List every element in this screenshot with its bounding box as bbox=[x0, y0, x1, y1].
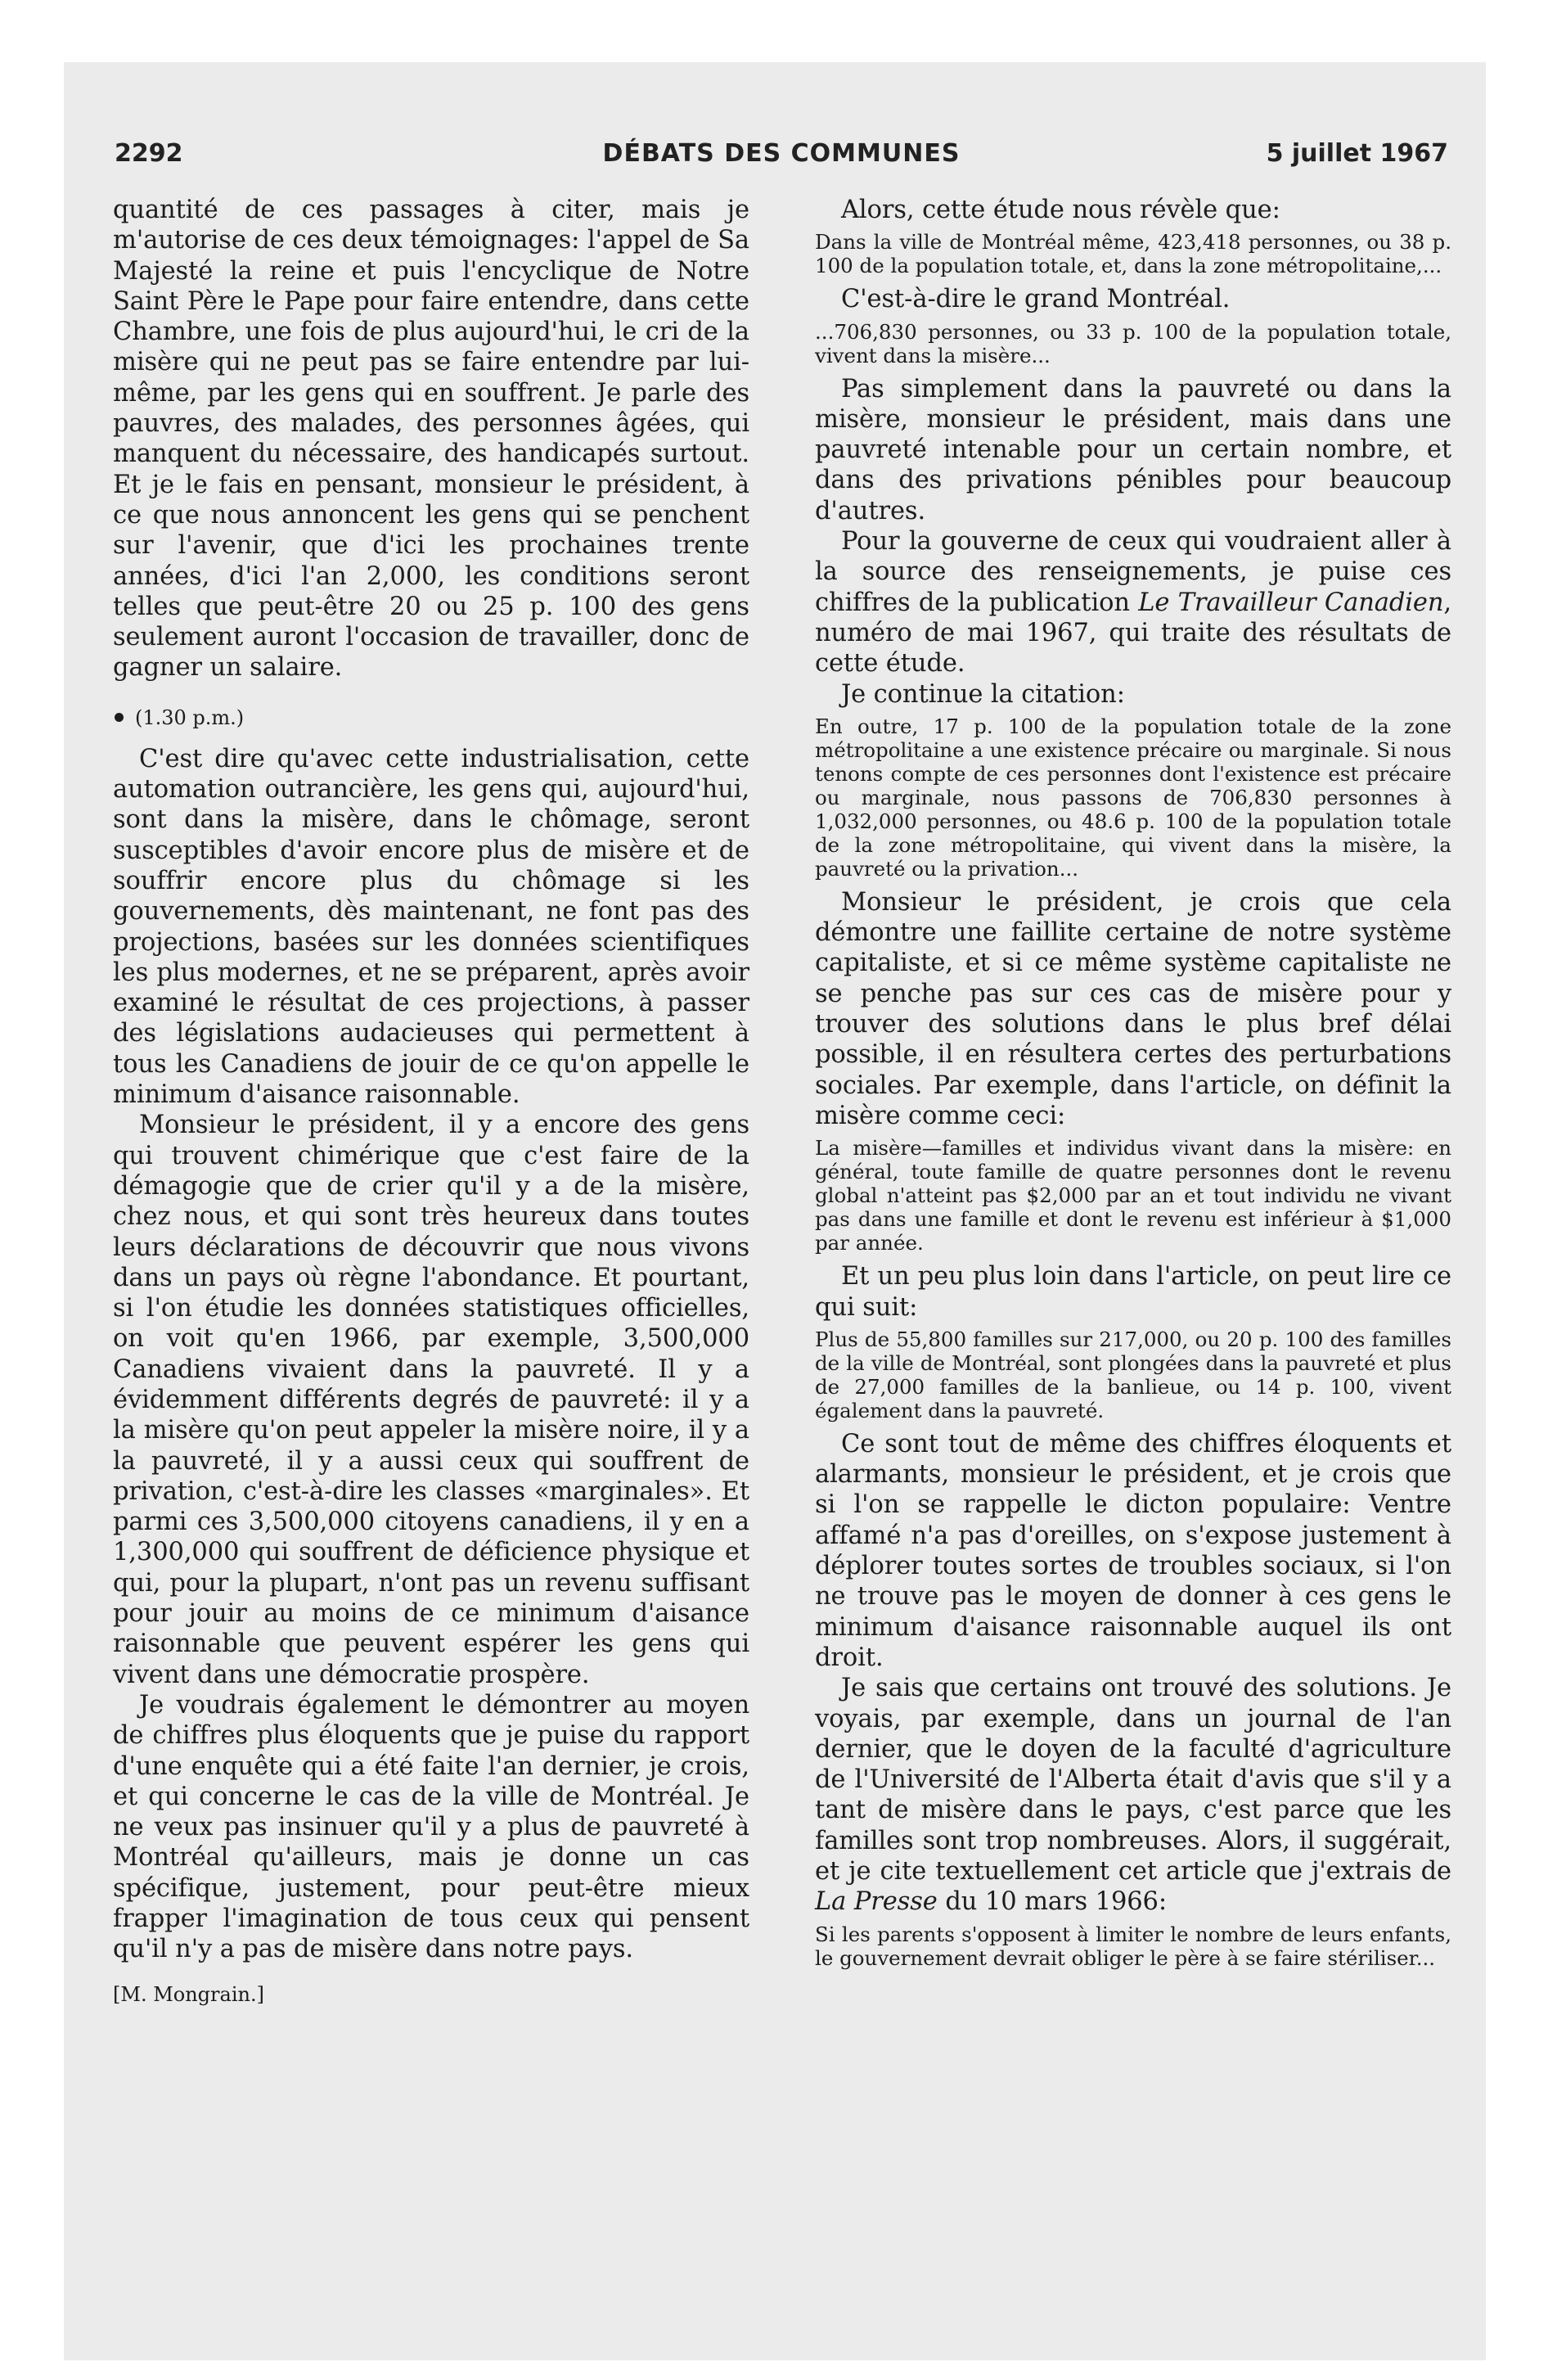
time-marker bbox=[113, 706, 749, 729]
newspaper-name: La Presse bbox=[815, 1887, 938, 1917]
paragraph-text: Je sais que certains ont trouvé des solutions. Je voyais, par exemple, dans un journal de l'an dernier, que le doyen de la faculté d'agriculture de l'Université de l'Alberta était d'avis que s'il y a tant de misère dans le pays, c'est parce que les familles sont trop nombreuses. Alors, il suggérait, et je cite textuellement cet article que j'extrais de bbox=[815, 1674, 1451, 1886]
paragraph bbox=[815, 1673, 1451, 1917]
sitting-date: 5 juillet 1967 bbox=[1266, 139, 1448, 168]
block-quote: En outre, 17 p. 100 de la population totale de la zone métropolitaine a une existence précaire ou marginale. Si nous tenons compte de ces personnes dont l'existence est précaire ou marginale, nous passons de 706,830 personnes à 1,032,000 personnes, ou 48.6 p. 100 de la population totale de la zone métropolitaine, qui vivent dans la misère, la pauvreté ou la privation... bbox=[815, 714, 1451, 881]
block-quote: Dans la ville de Montréal même, 423,418 personnes, ou 38 p. 100 de la population totale, et, dans la zone métropolitaine,... bbox=[815, 230, 1451, 278]
paragraph: Monsieur le président, je crois que cela démontre une faillite certaine de notre système capitaliste, et si ce même système capitaliste ne se penche pas sur ces cas de misère pour y trouver des solutions dans le plus bref délai possible, il en résultera certes des perturbations sociales. Par exemple, dans l'article, on définit la misère comme ceci: bbox=[815, 887, 1451, 1130]
paragraph: quantité de ces passages à citer, mais je m'autorise de ces deux témoignages: l'appel de Sa Majesté la reine et puis l'encyclique de Notre Saint Père le Pape pour faire entendre, dans cette Chambre, une fois de plus aujourd'hui, le cri de la misère qui ne peut pas se faire entendre par lui-même, par les gens qui en souffrent. Je parle des pauvres, des malades, des personnes âgées, qui manquent du nécessaire, des handicapés surtout. Et je le fais en pensant, monsieur le président, à ce que nous annoncent les gens qui se penchent sur l'avenir, que d'ici les prochaines trente années, d'ici l'an 2,000, les conditions seront telles que peut-être 20 ou 25 p. 100 des gens seulement auront l'occasion de travailler, donc de gagner un salaire. bbox=[113, 196, 749, 683]
block-quote: La misère—familles et individus vivant dans la misère: en général, toute famille de quatre personnes dont le revenu global n'atteint pas $2,000 par an et tout individu ne vivant pas dans une famille et dont le revenu est inférieur à $1,000 par année. bbox=[815, 1136, 1451, 1255]
paragraph: Je continue la citation: bbox=[841, 679, 1125, 709]
left-column bbox=[113, 195, 749, 2006]
publication-title: DÉBATS DES COMMUNES bbox=[602, 139, 961, 168]
right-column bbox=[815, 195, 1451, 1977]
paragraph-text: du 10 mars 1966: bbox=[937, 1887, 1168, 1917]
paragraph-text: , numéro de mai 1967, qui traite des résultats de cette étude. bbox=[815, 588, 1451, 678]
paragraph bbox=[815, 526, 1451, 678]
block-quote: ...706,830 personnes, ou 33 p. 100 de la population totale, vivent dans la misère... bbox=[815, 319, 1451, 367]
paragraph: C'est dire qu'avec cette industrialisation, cette automation outrancière, les gens qui, aujourd'hui, sont dans la misère, dans le chômage, seront susceptibles d'avoir encore plus de misère et de souffrir encore plus du chômage si les gouvernements, dès maintenant, ne font pas des projections, basées sur les données scientifiques les plus modernes, et ne se préparent, après avoir examiné le résultat de ces projections, à passer des législations audacieuses qui permettent à tous les Canadiens de jouir de ce qu'on appelle le minimum d'aisance raisonnable. bbox=[113, 744, 749, 1110]
paragraph: Et un peu plus loin dans l'article, on peut lire ce qui suit: bbox=[815, 1262, 1451, 1322]
bullet-icon bbox=[115, 713, 124, 722]
block-quote: Si les parents s'opposent à limiter le nombre de leurs enfants, le gouvernement devrait obliger le père à se faire stériliser... bbox=[815, 1922, 1451, 1970]
page-header bbox=[115, 139, 1448, 175]
paragraph: C'est-à-dire le grand Montréal. bbox=[841, 285, 1231, 314]
speaker-attribution: [M. Mongrain.] bbox=[113, 1982, 264, 2006]
paragraph: Alors, cette étude nous révèle que: bbox=[841, 196, 1280, 224]
time-marker-text: (1.30 p.m.) bbox=[135, 705, 245, 729]
publication-name: Le Travailleur Canadien bbox=[1138, 588, 1444, 617]
page-number: 2292 bbox=[115, 139, 183, 168]
paragraph: Monsieur le président, il y a encore des gens qui trouvent chimérique que c'est faire de la démagogie que de crier qu'il y a de la misère, chez nous, et qui sont très heureux dans toutes leurs déclarations de découvrir que nous vivons dans un pays où règne l'abondance. Et pourtant, si l'on étudie les données statistiques officielles, on voit qu'en 1966, par exemple, 3,500,000 Canadiens vivaient dans la pauvreté. Il y a évidemment différents degrés de pauvreté: il y a la misère qu'on peut appeler la misère noire, il y a la pauvreté, il y a aussi ceux qui souffrent de privation, c'est-à-dire les classes «marginales». Et parmi ces 3,500,000 citoyens canadiens, il y en a 1,300,000 qui souffrent de déficience physique et qui, pour la plupart, n'ont pas un revenu suffisant pour jouir au moins de ce minimum d'aisance raisonnable que peuvent espérer les gens qui vivent dans une démocratie prospère. bbox=[113, 1111, 749, 1689]
paragraph: Pas simplement dans la pauvreté ou dans la misère, monsieur le président, mais dans une pauvreté intenable pour un certain nombre, et dans des privations pénibles pour beaucoup d'autres. bbox=[815, 374, 1451, 525]
paragraph: Ce sont tout de même des chiffres éloquents et alarmants, monsieur le président, et je crois que si l'on se rappelle le dicton populaire: Ventre affamé n'a pas d'oreilles, on s'expose justement à déplorer toutes sortes de troubles sociaux, si l'on ne trouve pas le moyen de donner à ces gens le minimum d'aisance raisonnable auquel ils ont droit. bbox=[815, 1429, 1451, 1672]
paragraph-text: Pour la gouverne de ceux qui voudraient aller à la source des renseignements, je puise ces chiffres de la publication bbox=[815, 527, 1451, 617]
paragraph: Je voudrais également le démontrer au moyen de chiffres plus éloquents que je puise du rapport d'une enquête qui a été faite l'an dernier, je crois, et qui concerne le cas de la ville de Montréal. Je ne veux pas insinuer qu'il y a plus de pauvreté à Montréal qu'ailleurs, mais je donne un cas spécifique, justement, pour peut-être mieux frapper l'imagination de tous ceux qui pensent qu'il n'y a pas de misère dans notre pays. bbox=[113, 1690, 749, 1964]
block-quote: Plus de 55,800 familles sur 217,000, ou 20 p. 100 des familles de la ville de Montréal, sont plongées dans la pauvreté et plus de 27,000 familles de la banlieue, ou 14 p. 100, vivent également dans la pauvreté. bbox=[815, 1327, 1451, 1422]
